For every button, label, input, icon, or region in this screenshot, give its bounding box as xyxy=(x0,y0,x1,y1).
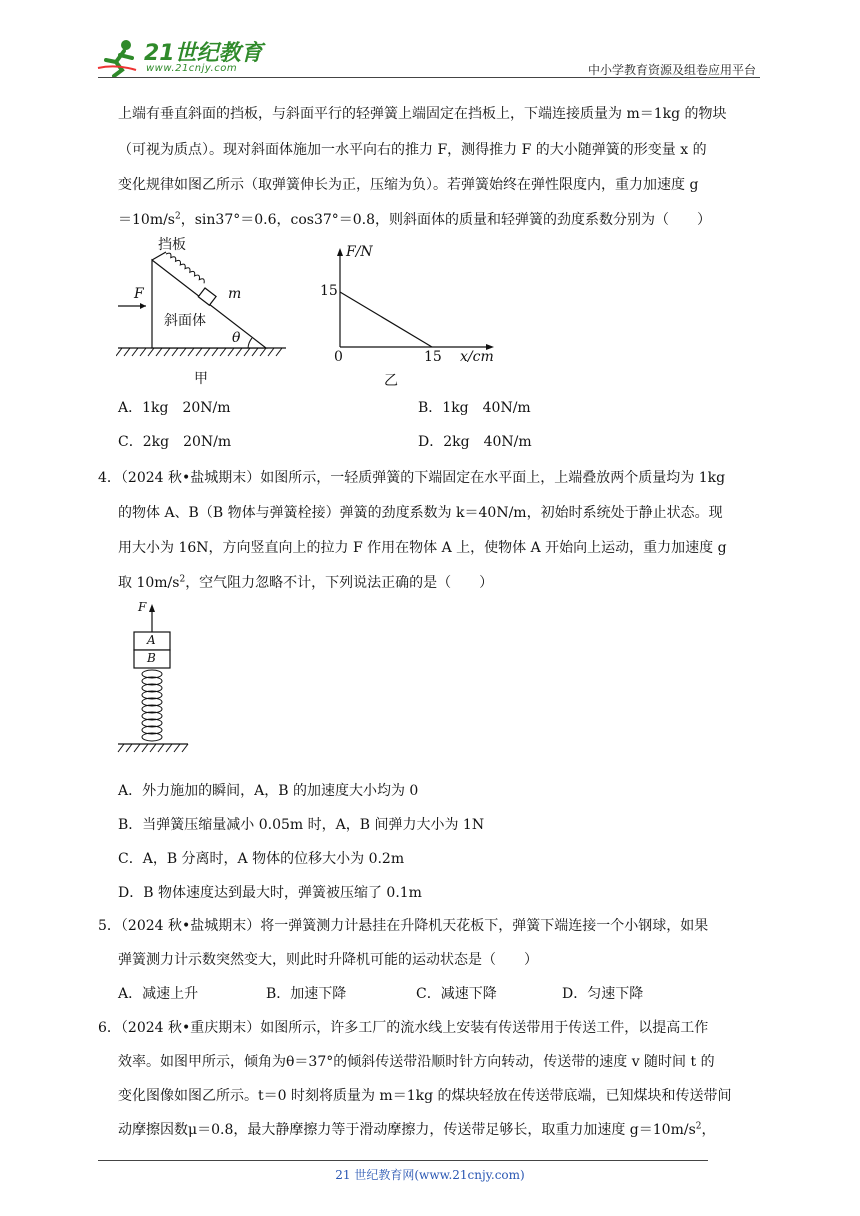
q4-line-2: 的物体 A、B（B 物体与弹簧栓接）弹簧的劲度系数为 k＝40N/m，初始时系统处于静止状态。现 xyxy=(118,505,723,521)
q3-option-a: A．1kg 20N/m xyxy=(118,400,231,416)
yi-ylabel: F/N xyxy=(346,244,373,260)
q4-option-a: A．外力施加的瞬间，A，B 的加速度大小均为 0 xyxy=(118,783,419,799)
q3-line-3: 变化规律如图乙所示（取弹簧伸长为正，压缩为负）。若弹簧始终在弹性限度内，重力加速度 g xyxy=(118,177,699,193)
q5-option-c: C．减速下降 xyxy=(416,986,497,1002)
yi-xlabel: x/cm xyxy=(460,349,494,365)
yi-tick-x: 15 xyxy=(424,349,442,365)
q4-option-d: D．B 物体速度达到最大时，弹簧被压缩了 0.1m xyxy=(118,885,422,901)
q3-line-4: $=10m/s^2$，sin37°＝0.6，cos37°＝0.8，则斜面体的质量和轻弹簧的劲度系数分别为（ ） xyxy=(118,211,712,228)
q6-line-2: 效率。如图甲所示，倾角为θ＝37°的倾斜传送带沿顺时针方向转动，传送带的速度 v 随时间 t 的 xyxy=(118,1054,715,1070)
q4-option-c: C．A，B 分离时，A 物体的位移大小为 0.2m xyxy=(118,851,405,867)
q4-line-1: 4．（2024 秋•盐城期末）如图所示，一轻质弹簧的下端固定在水平面上，上端叠放两个质量均为 1kg xyxy=(98,470,726,486)
q3-option-b: B．1kg 40N/m xyxy=(418,400,531,416)
caption-yi: 乙 xyxy=(384,373,398,389)
label-theta: θ xyxy=(232,330,241,346)
header-divider xyxy=(98,77,760,78)
caption-jia: 甲 xyxy=(194,371,208,387)
q6-line-1: 6．（2024 秋•重庆期末）如图所示，许多工厂的流水线上安装有传送带用于传送工件，以提高工作 xyxy=(98,1020,709,1036)
q3-option-c: C．2kg 20N/m xyxy=(118,434,232,450)
q4-line-4: 取 $10m/s^2$，空气阻力忽略不计，下列说法正确的是（ ） xyxy=(118,574,494,591)
q6-line-3: 变化图像如图乙所示。t＝0 时刻将质量为 m＝1kg 的煤块轻放在传送带底端，已知煤块和传送带间 xyxy=(118,1088,732,1104)
label-incline-body: 斜面体 xyxy=(164,313,206,329)
footer-link[interactable]: 21 世纪教育网(www.21cnjy.com) xyxy=(335,1168,525,1182)
logo-text: 21世纪教育 xyxy=(144,41,263,66)
runner-logo-icon xyxy=(96,38,142,78)
q5-option-d: D．匀速下降 xyxy=(562,986,644,1002)
q5-line-2: 弹簧测力计示数突然变大，则此时升降机可能的运动状态是（ ） xyxy=(118,952,538,968)
figure-yi-graph xyxy=(312,242,502,392)
footer-divider xyxy=(98,1160,708,1161)
logo-url: www.21cnjy.com xyxy=(146,63,238,74)
q6-line-4: 动摩擦因数μ＝0.8，最大静摩擦力等于滑动摩擦力，传送带足够长，取重力加速度 $g=10m/s^2$， xyxy=(118,1121,716,1138)
figure-spring-blocks xyxy=(114,598,194,762)
spring-label-F: F xyxy=(138,600,147,614)
q5-option-b: B．加速下降 xyxy=(266,986,347,1002)
site-logo xyxy=(96,36,266,78)
q5-option-a: A．减速上升 xyxy=(118,986,199,1002)
q5-line-1: 5．（2024 秋•盐城期末）将一弹簧测力计悬挂在升降机天花板下，弹簧下端连接一个小钢球，如果 xyxy=(98,918,709,934)
q3-line-1: 上端有垂直斜面的挡板，与斜面平行的轻弹簧上端固定在挡板上，下端连接质量为 m＝1kg 的物块 xyxy=(118,106,727,122)
yi-tick-y: 15 xyxy=(320,283,338,299)
label-m: m xyxy=(228,286,242,302)
q4-line-3: 用大小为 16N，方向竖直向上的拉力 F 作用在物体 A 上，使物体 A 开始向上运动，重力加速度 g xyxy=(118,540,727,556)
block-label-A: A xyxy=(147,633,156,647)
q3-option-d: D．2kg 40N/m xyxy=(418,434,532,450)
block-label-B: B xyxy=(147,651,156,665)
header-platform-title: 中小学教育资源及组卷应用平台 xyxy=(587,63,756,77)
q3-line-2: （可视为质点）。现对斜面体施加一水平向右的推力 F，测得推力 F 的大小随弹簧的形变量 x 的 xyxy=(118,142,707,158)
q4-option-b: B．当弹簧压缩量减小 0.05m 时，A，B 间弹力大小为 1N xyxy=(118,817,485,833)
figure-jia-incline xyxy=(116,232,292,392)
yi-tick-origin: 0 xyxy=(334,349,343,365)
label-F: F xyxy=(134,286,144,302)
label-board: 挡板 xyxy=(158,237,186,253)
